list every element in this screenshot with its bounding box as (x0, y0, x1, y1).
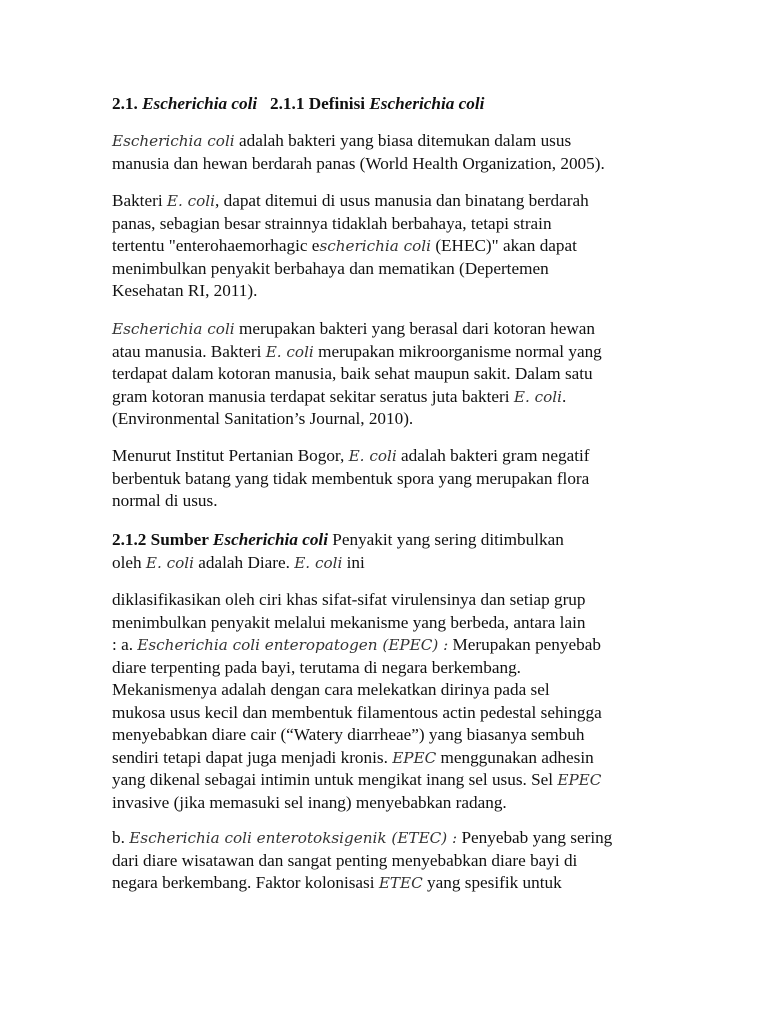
text-line: b. (112, 828, 130, 847)
text-line: merupakan bakteri yang berasal dari kotoran hewan (234, 319, 595, 338)
text-line: : a. (112, 635, 138, 654)
text-line: panas, sebagian besar strainnya tidaklah berbahaya, tetapi strain (112, 213, 552, 233)
text-line: yang dikenal sebagai intimin untuk mengikat inang sel usus. Sel (112, 770, 558, 789)
species-name: Escherichia coli (112, 320, 235, 338)
text-line: invasive (jika memasuki sel inang) menyebabkan radang. (112, 792, 507, 812)
text-line: , dapat ditemui di usus manusia dan binatang berdarah (215, 191, 589, 210)
text-line: atau manusia. Bakteri (112, 341, 266, 361)
species-name: E. coli (166, 192, 215, 210)
text-line: negara berkembang. Faktor kolonisasi (112, 873, 379, 892)
heading-term: Escherichia coli (142, 94, 258, 113)
strain-abbr: EPEC (557, 771, 602, 789)
text-line: terdapat dalam kotoran manusia, baik sehat maupun sakit. Dalam satu (112, 364, 593, 383)
text-line: menimbulkan penyakit melalui mekanisme yang berbeda, antara lain (112, 612, 586, 632)
text-line: Bakteri (112, 191, 167, 210)
text-line: gram kotoran manusia terdapat sekitar seratus juta bakteri (112, 386, 514, 406)
paragraph-classification (112, 589, 672, 814)
paragraph-source (112, 529, 672, 574)
species-name: Escherichia coli (112, 132, 235, 150)
text-line: (EHEC)" akan dapat (431, 236, 577, 255)
paragraph-origin (112, 318, 672, 431)
strain-abbr: EPEC (392, 748, 437, 767)
species-name: E. coli (294, 553, 343, 572)
subheading-number: 2.1.1 Definisi (270, 94, 366, 113)
paragraph-definition (112, 130, 672, 175)
text-line: Kesehatan RI, 2011). (112, 281, 258, 300)
section-heading (112, 93, 672, 116)
species-name: E. coli (513, 387, 562, 406)
text-line: Penyebab yang sering (457, 828, 613, 847)
text-line: manusia dan hewan berdarah panas (World Health Organization, 2005). (112, 153, 605, 173)
species-name: E. coli (348, 447, 397, 465)
paragraph-etec (112, 827, 672, 895)
text-line: merupakan mikroorganisme normal yang (313, 341, 602, 361)
strain-abbr: ETEC (378, 874, 423, 892)
text-line: ini (342, 552, 365, 572)
text-line: Penyakit yang sering ditimbulkan (327, 530, 564, 549)
paragraph-habitat (112, 190, 672, 303)
text-line: oleh (112, 552, 146, 572)
text-line: dari diare wisatawan dan sangat penting menyebabkan diare bayi di (112, 850, 578, 870)
paragraph-ipb (112, 445, 672, 513)
text-line: Menurut Institut Pertanian Bogor, (112, 446, 349, 465)
species-name: E. coli (145, 553, 194, 572)
text-line: yang spesifik untuk (422, 873, 562, 892)
strain-name: Escherichia coli enteropatogen (EPEC) : (137, 636, 449, 654)
text-line: menimbulkan penyakit berbahaya dan mematikan (Depertemen (112, 258, 549, 278)
text-line: diklasifikasikan oleh ciri khas sifat-sifat virulensinya dan setiap grup (112, 590, 586, 609)
heading-number: 2.1. (112, 94, 138, 113)
text-line: sendiri tetapi dapat juga menjadi kronis. (112, 747, 393, 767)
subheading-number: 2.1.2 Sumber (112, 530, 213, 549)
strain-name: Escherichia coli enterotoksigenik (ETEC) : (129, 829, 458, 847)
text-line: adalah bakteri yang biasa ditemukan dalam usus (234, 131, 572, 150)
text-line: tertentu "enterohaemorhagic e (112, 236, 320, 255)
subheading-term: Escherichia coli (212, 530, 328, 549)
text-line: Merupakan penyebab (448, 635, 601, 654)
species-name: scherichia coli (319, 237, 432, 255)
species-name: E. coli (265, 342, 314, 361)
subheading-term: Escherichia coli (369, 94, 485, 113)
text-line: normal di usus. (112, 491, 218, 510)
text-line: adalah Diare. (194, 552, 295, 572)
text-line: adalah bakteri gram negatif (396, 446, 590, 465)
text-line: (Environmental Sanitation’s Journal, 2010). (112, 409, 414, 428)
text-line: . (561, 386, 567, 406)
text-line: menggunakan adhesin (436, 747, 594, 767)
text-line: mukosa usus kecil dan membentuk filamentous actin pedestal sehingga (112, 702, 602, 722)
text-line: diare terpenting pada bayi, terutama di negara berkembang. (112, 657, 521, 677)
text-line: Mekanismenya adalah dengan cara melekatkan dirinya pada sel (112, 680, 550, 699)
text-line: menyebabkan diare cair (“Watery diarrheae”) yang biasanya sembuh (112, 725, 585, 744)
text-line: berbentuk batang yang tidak membentuk spora yang merupakan flora (112, 468, 590, 488)
